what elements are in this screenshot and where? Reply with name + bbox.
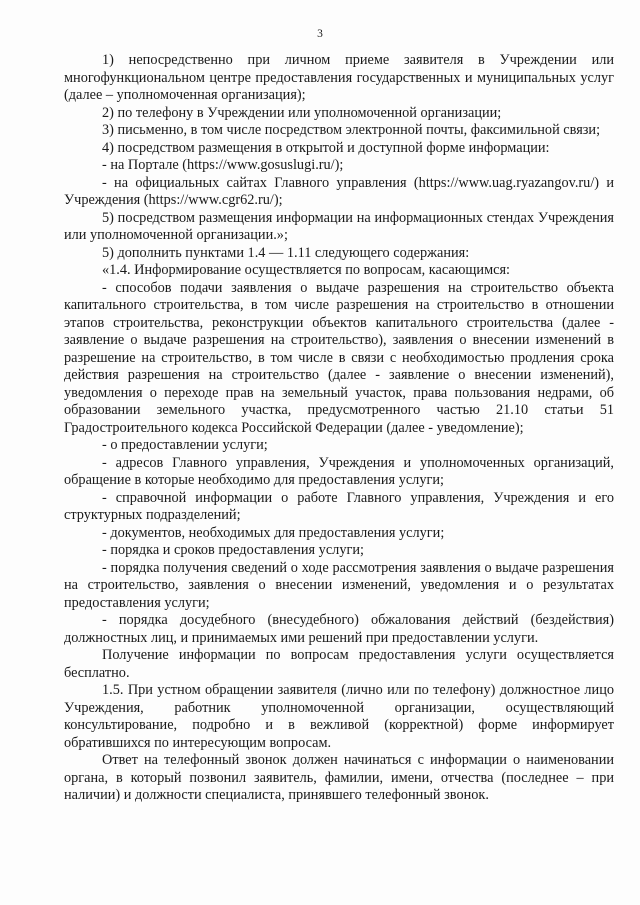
paragraph: 5) посредством размещения информации на информационных стендах Учреждения или уполномоченной организации.»; (64, 209, 614, 243)
paragraph: 1.5. При устном обращении заявителя (лично или по телефону) должностное лицо Учреждения, работник уполномоченной организации, осуществляющий консультирование, подробно и в вежливой (корректной) форме информирует обратившихся по интересующим вопросам. (64, 682, 614, 751)
paragraph: - о предоставлении услуги; (102, 437, 268, 453)
paragraph: 5) дополнить пунктами 1.4 — 1.11 следующего содержания: (102, 244, 470, 261)
paragraph: - на Портале (https://www.gosuslugi.ru/); (102, 157, 344, 173)
paragraph: - способов подачи заявления о выдаче разрешения на строительство объекта капитального строительства, в том числе разрешения на строительство в отношении этапов строительства, реконструкции объектов капитального строительства (далее - заявление о выдаче разрешения на строительство), заявления о внесении изменений в разрешение на строительство, в том числе в связи с необходимостью продления срока действия разрешения на строительство (далее - заявление о внесении изменений), уведомления о переходе прав на земельный участок, права пользования недрами, об образовании земельного участка, предусмотренного частью 21.10 статьи 51 Градостроительного кодекса Российской Федерации (далее - уведомление); (64, 279, 614, 436)
paragraph: «1.4. Информирование осуществляется по вопросам, касающимся: (102, 262, 511, 278)
paragraph: Получение информации по вопросам предоставления услуги осуществляется бесплатно. (64, 647, 614, 681)
paragraph: Ответ на телефонный звонок должен начинаться с информации о наименовании органа, в который позвонил заявитель, фамилии, имени, отчества (последнее – при наличии) и должности специалиста, принявшего телефонный звонок. (64, 752, 614, 803)
paragraph: 1) непосредственно при личном приеме заявителя в Учреждении или многофункциональном центре предоставления государственных и муниципальных услуг (далее – уполномоченная организация); (64, 52, 614, 103)
paragraph: 2) по телефону в Учреждении или уполномоченной организации; (102, 104, 502, 121)
paragraph: - документов, необходимых для предоставления услуги; (102, 524, 445, 541)
paragraph: - порядка досудебного (внесудебного) обжалования действий (бездействия) должностных лиц, и принимаемых ими решений при предоставлении услуги. (64, 612, 614, 646)
paragraph: 4) посредством размещения в открытой и доступной форме информации: (102, 139, 550, 156)
document-body (64, 52, 614, 805)
paragraph: 3) письменно, в том числе посредством электронной почты, факсимильной связи; (102, 122, 601, 138)
page-number: 3 (317, 28, 323, 40)
paragraph: - порядка получения сведений о ходе рассмотрения заявления о выдаче разрешения на строительство, заявления о внесении изменений, уведомления и о результатах предоставления услуги; (64, 559, 614, 611)
paragraph: - порядка и сроков предоставления услуги; (102, 542, 364, 558)
paragraph: - справочной информации о работе Главного управления, Учреждения и его структурных подразделений; (64, 489, 614, 523)
paragraph: - адресов Главного управления, Учреждения и уполномоченных организаций, обращение в которые необходимо для предоставления услуги; (64, 454, 614, 488)
paragraph: - на официальных сайтах Главного управления (https://www.uag.ryazangov.ru/) и Учреждения (https://www.cgr62.ru/); (64, 174, 614, 208)
